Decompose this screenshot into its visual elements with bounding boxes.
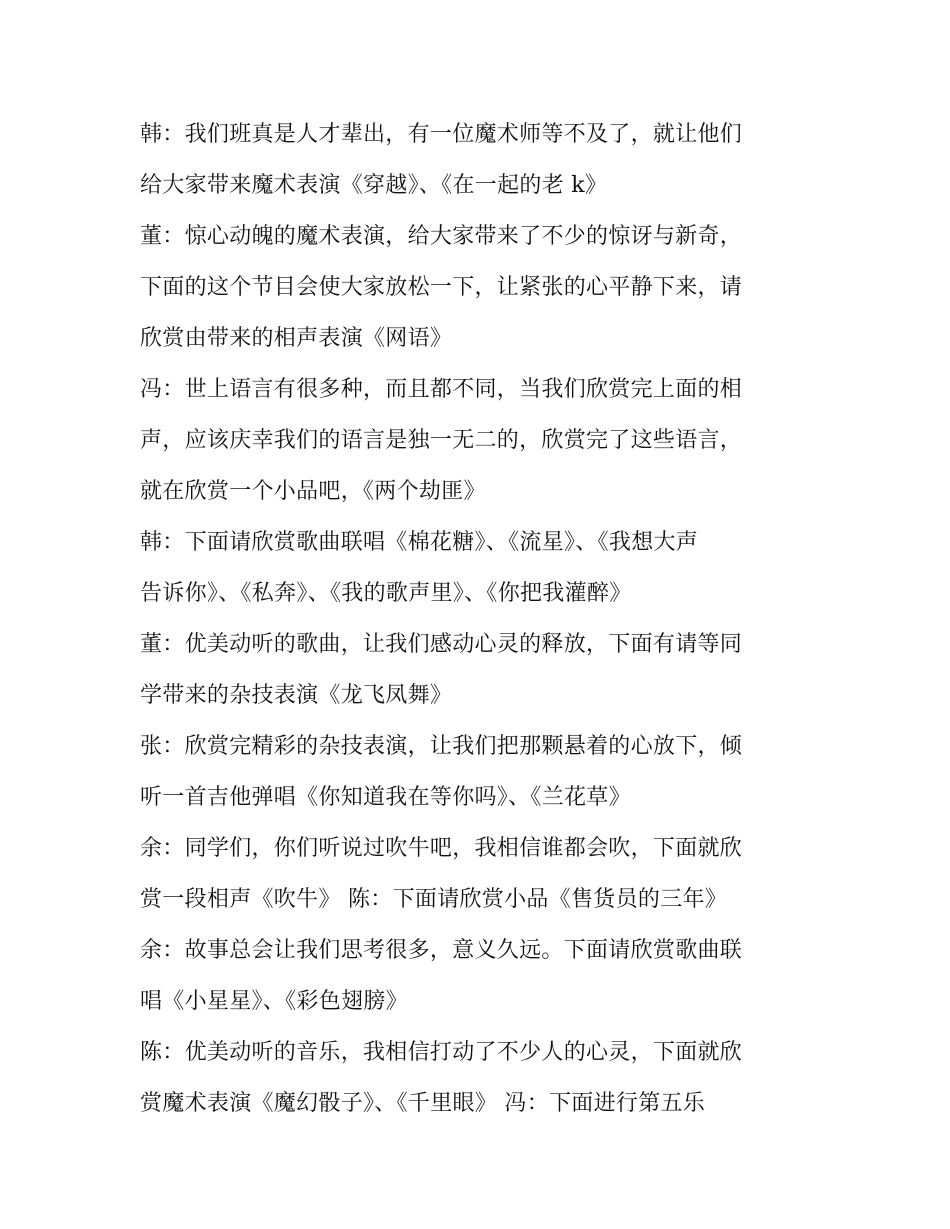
text-line: 张：欣赏完精彩的杂技表演，让我们把那颗悬着的心放下，倾: [140, 734, 743, 759]
text-line: 余：故事总会让我们思考很多，意义久远。下面请欣赏歌曲联: [140, 938, 743, 963]
text-line: 韩：下面请欣赏歌曲联唱《棉花糖》、《流星》、《我想大声: [140, 530, 699, 555]
script-text-block: [140, 109, 820, 1129]
text-line: 余：同学们，你们听说过吹牛吧，我相信谁都会吹，下面就欣: [140, 836, 743, 861]
text-line: 赏一段相声《吹牛》 陈：下面请欣赏小品《售货员的三年》: [140, 887, 728, 912]
text-line: 给大家带来魔术表演《穿越》、《在一起的老 k》: [140, 173, 608, 198]
text-line: 唱《小星星》、《彩色翅膀》: [140, 989, 408, 1014]
text-line: 学带来的杂技表演《龙飞凤舞》: [140, 683, 453, 708]
text-line: 声，应该庆幸我们的语言是独一无二的，欣赏完了这些语言，: [140, 428, 743, 453]
text-line: 告诉你》、《私奔》、《我的歌声里》、《你把我灌醉》: [140, 581, 632, 606]
text-line: 欣赏由带来的相声表演《网语》: [140, 326, 453, 351]
text-line: 下面的这个节目会使大家放松一下，让紧张的心平静下来，请: [140, 275, 743, 300]
text-line: 冯：世上语言有很多种，而且都不同，当我们欣赏完上面的相: [140, 377, 743, 402]
text-line: 赏魔术表演《魔幻骰子》、《千里眼》 冯：下面进行第五乐: [140, 1091, 706, 1116]
text-line: 董：惊心动魄的魔术表演，给大家带来了不少的惊讶与新奇，: [140, 224, 743, 249]
text-line: 董：优美动听的歌曲，让我们感动心灵的释放，下面有请等同: [140, 632, 743, 657]
text-line: 就在欣赏一个小品吧，《两个劫匪》: [140, 479, 486, 504]
text-line: 韩：我们班真是人才辈出，有一位魔术师等不及了，就让他们: [140, 122, 743, 147]
text-line: 陈：优美动听的音乐，我相信打动了不少人的心灵，下面就欣: [140, 1040, 743, 1065]
text-line: 听一首吉他弹唱《你知道我在等你吗》、《兰花草》: [140, 785, 631, 810]
